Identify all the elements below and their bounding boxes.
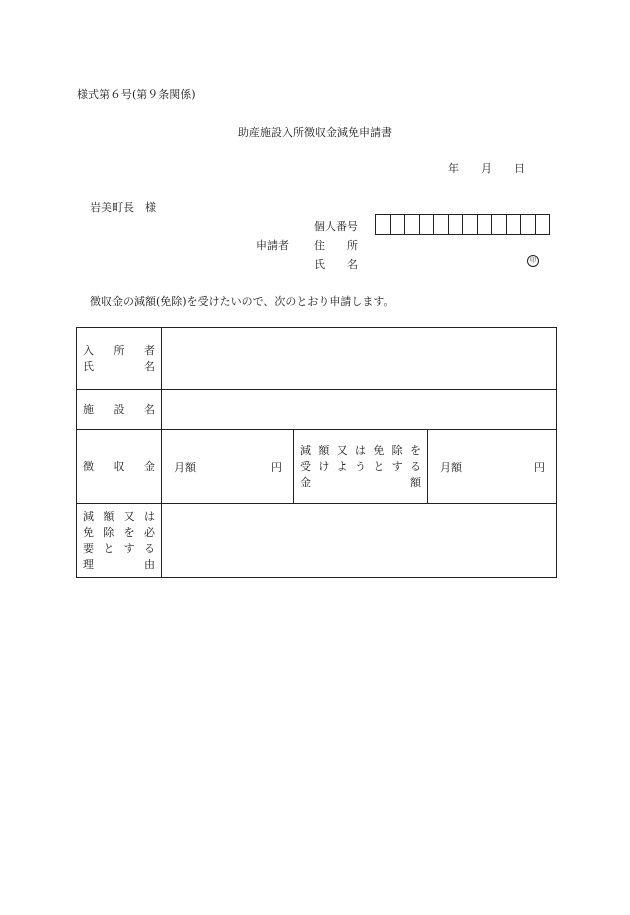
- request-statement: 徴収金の減額(免除)を受けたいので、次のとおり申請します。: [90, 295, 395, 308]
- date-line: [448, 160, 525, 176]
- reason-label-cell: [77, 504, 162, 578]
- date-day-label: 日: [514, 162, 525, 175]
- my-number-digit-box[interactable]: [449, 215, 464, 234]
- my-number-label: 個人番号: [314, 220, 358, 233]
- my-number-digit-box[interactable]: [391, 215, 406, 234]
- table-row: [77, 390, 557, 430]
- table-row: [77, 430, 557, 504]
- facility-name-label-cell: [77, 390, 162, 430]
- date-month-label: 月: [481, 162, 492, 175]
- name-label: 氏 名: [314, 258, 358, 271]
- fee-label-cell: [77, 430, 162, 504]
- monthly-fee-field[interactable]: [162, 430, 294, 504]
- document-title: 助産施設入所徴収金減免申請書: [238, 126, 392, 139]
- my-number-digit-box[interactable]: [376, 215, 391, 234]
- my-number-digit-box[interactable]: [536, 215, 551, 234]
- reduction-amount-label-line1: 減額又は免除を: [300, 443, 421, 457]
- seal-mark: 印: [527, 255, 539, 267]
- my-number-digit-box[interactable]: [420, 215, 435, 234]
- reason-label-line2: 免除を必: [83, 525, 155, 539]
- my-number-digit-box[interactable]: [434, 215, 449, 234]
- date-year-label: 年: [448, 162, 459, 175]
- resident-name-label-line2: 氏名: [83, 359, 155, 373]
- recipient: 岩美町長 様: [90, 201, 156, 214]
- reduction-amount-label-cell: [294, 430, 428, 504]
- monthly-prefix: 月額: [440, 460, 462, 474]
- facility-name-label: 施設名: [83, 402, 155, 416]
- my-number-digit-box[interactable]: [405, 215, 420, 234]
- reason-field[interactable]: [162, 504, 557, 578]
- my-number-digit-box[interactable]: [492, 215, 507, 234]
- my-number-digit-box[interactable]: [478, 215, 493, 234]
- monthly-prefix: 月額: [174, 460, 196, 474]
- address-label: 住 所: [314, 239, 358, 252]
- my-number-digit-box[interactable]: [507, 215, 522, 234]
- reason-label-line3: 要とする: [83, 541, 155, 555]
- resident-name-label-line1: 入所者: [83, 343, 155, 357]
- reduction-amount-label-line3: 金額: [300, 475, 421, 489]
- my-number-boxes[interactable]: [375, 214, 550, 235]
- facility-name-field[interactable]: [162, 390, 557, 430]
- applicant-label: 申請者: [256, 239, 289, 252]
- reduction-amount-field[interactable]: [428, 430, 557, 504]
- yen-unit: 円: [271, 460, 282, 474]
- reduction-amount-label-line2: 受けようとする: [300, 459, 421, 473]
- application-table: [76, 327, 557, 578]
- yen-unit: 円: [534, 460, 545, 474]
- reason-label-line1: 減額又は: [83, 509, 155, 523]
- my-number-digit-box[interactable]: [463, 215, 478, 234]
- resident-name-label-cell: [77, 328, 162, 390]
- table-row: [77, 328, 557, 390]
- resident-name-field[interactable]: [162, 328, 557, 390]
- table-row: [77, 504, 557, 578]
- my-number-digit-box[interactable]: [521, 215, 536, 234]
- fee-label: 徴収金: [83, 459, 155, 473]
- reason-label-line4: 理由: [83, 557, 155, 571]
- form-number: 様式第６号(第９条関係): [77, 88, 196, 101]
